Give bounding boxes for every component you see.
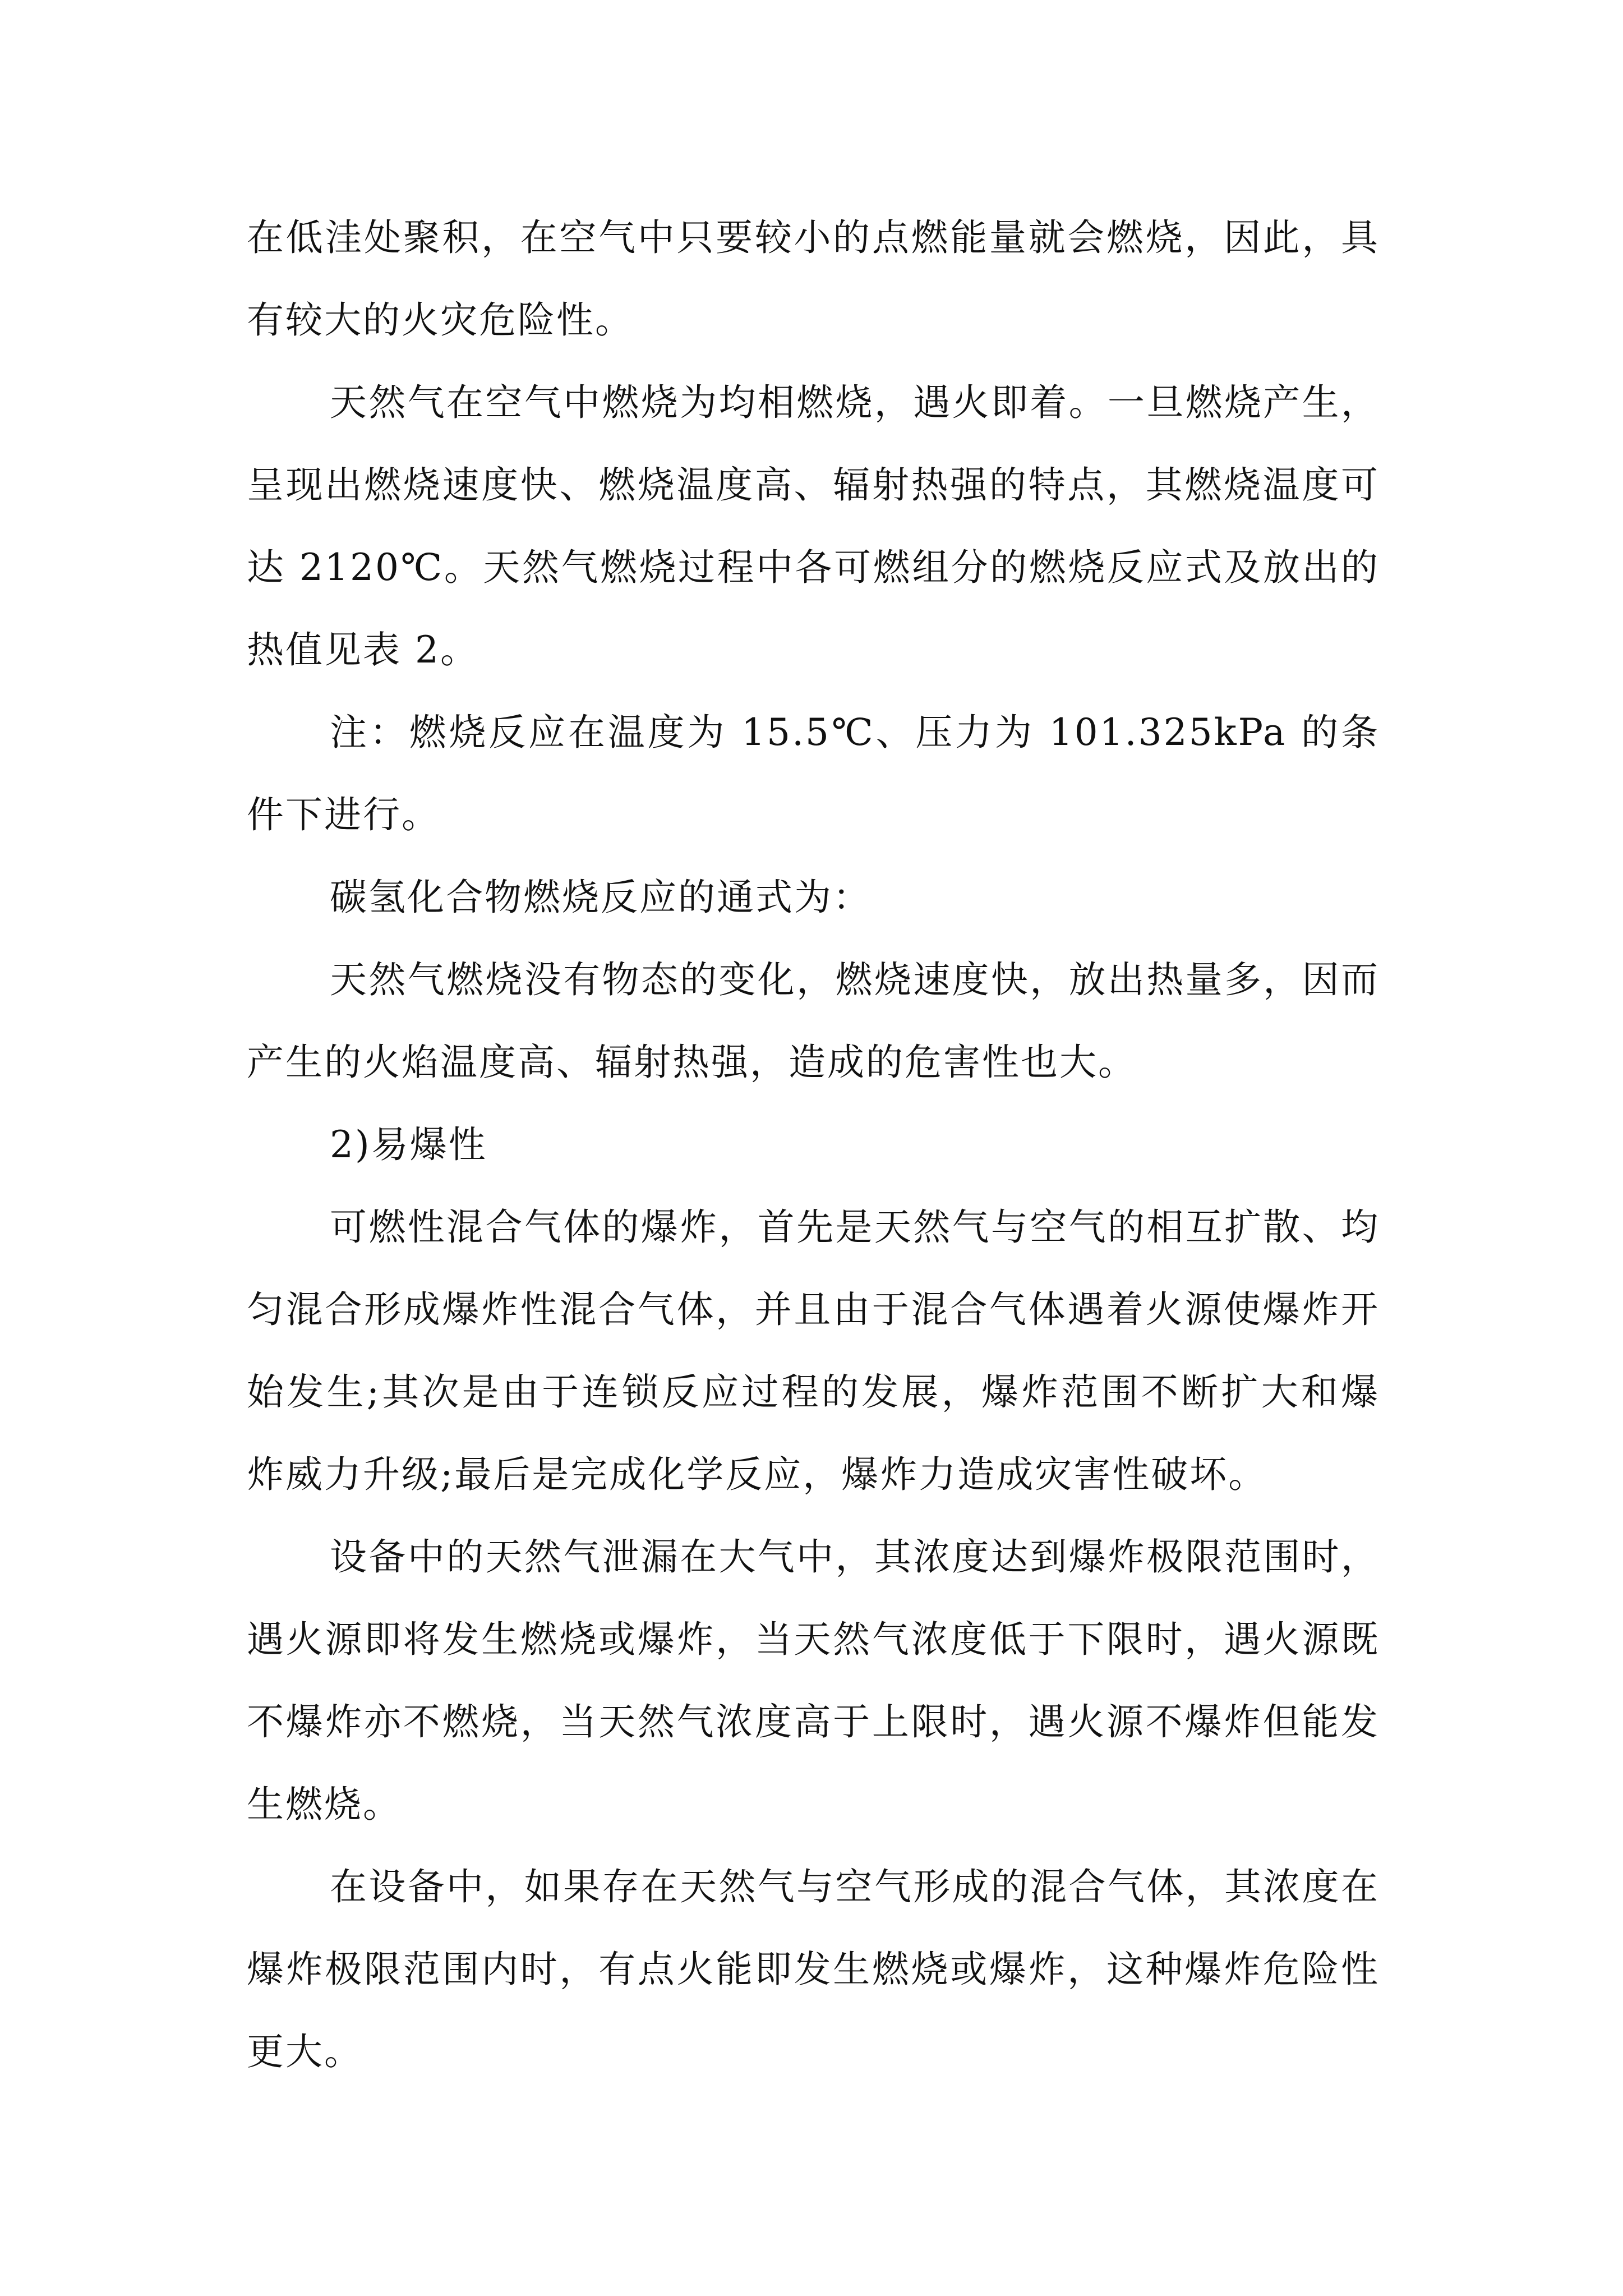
- paragraph-equipment-hazard: 在设备中，如果存在天然气与空气形成的混合气体，其浓度在爆炸极限范围内时，有点火能即发生燃烧或爆炸，这种爆炸危险性更大。: [247, 1865, 1380, 2073]
- paragraph-general-formula: 碳氢化合物燃烧反应的通式为：: [330, 876, 872, 919]
- paragraph-fire-hazard: 在低洼处聚积，在空气中只要较小的点燃能量就会燃烧，因此，具有较大的火灾危险性。: [247, 216, 1380, 342]
- paragraph-explosion-process: 可燃性混合气体的爆炸，首先是天然气与空气的相互扩散、均匀混合形成爆炸性混合气体，并且由于混合气体遇着火源使爆炸开始发生;其次是由于连锁反应过程的发展，爆炸范围不断扩大和爆炸威力升级;最后是完成化学反应，爆炸力造成灾害性破坏。: [247, 1205, 1380, 1496]
- section-heading-explosiveness: 2)易爆性: [330, 1123, 487, 1166]
- paragraph-combustion-effect: 天然气燃烧没有物态的变化，燃烧速度快，放出热量多，因而产生的火焰温度高、辐射热强，造成的危害性也大。: [247, 958, 1380, 1084]
- paragraph-note: 注：燃烧反应在温度为 15.5℃、压力为 101.325kPa 的条件下进行。: [247, 711, 1380, 836]
- document-body: [247, 196, 1380, 2093]
- paragraph-combustion: 天然气在空气中燃烧为均相燃烧，遇火即着。一旦燃烧产生，呈现出燃烧速度快、燃烧温度高、辐射热强的特点，其燃烧温度可达 2120℃。天然气燃烧过程中各可燃组分的燃烧反应式及放出的热值见表 2。: [247, 381, 1380, 671]
- paragraph-explosion-limits: 设备中的天然气泄漏在大气中，其浓度达到爆炸极限范围时，遇火源即将发生燃烧或爆炸，当天然气浓度低于下限时，遇火源既不爆炸亦不燃烧，当天然气浓度高于上限时，遇火源不爆炸但能发生燃烧。: [247, 1535, 1380, 1826]
